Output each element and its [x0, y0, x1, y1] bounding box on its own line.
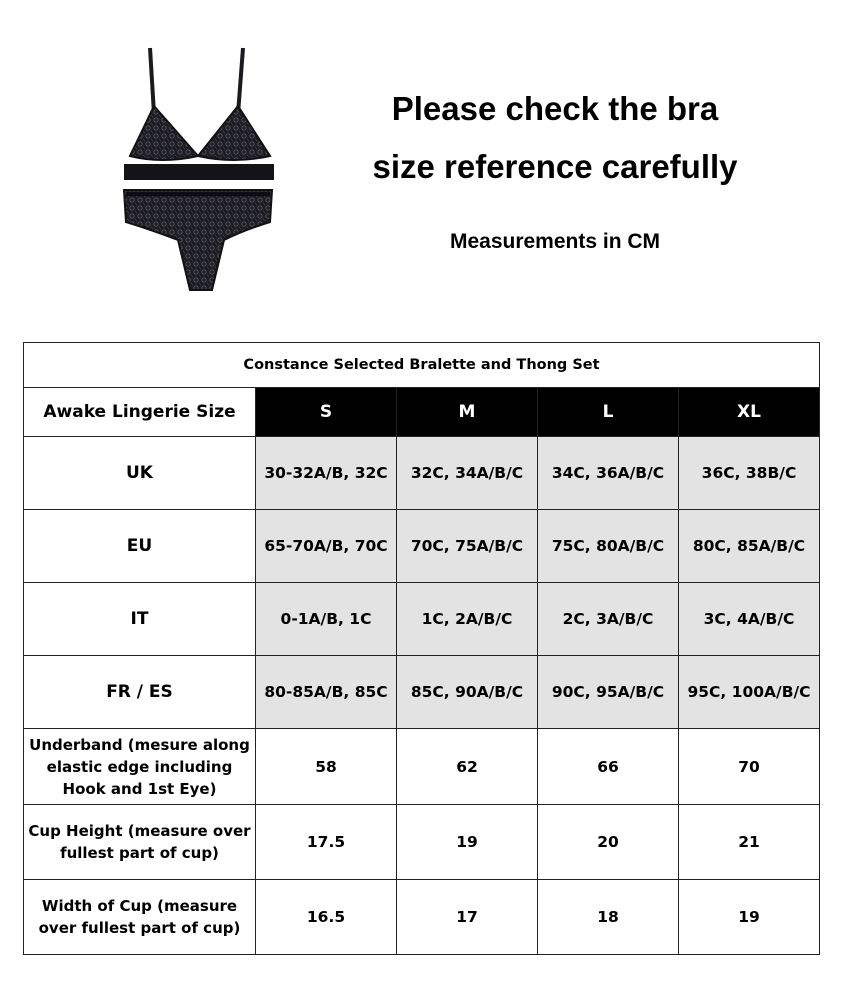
size-header-l: L — [538, 388, 679, 437]
table-cell: 95C, 100A/B/C — [679, 656, 820, 729]
table-cell: 19 — [679, 880, 820, 955]
row-label: Width of Cup (measure over fullest part of cup) — [24, 880, 256, 955]
size-header-m: M — [397, 388, 538, 437]
table-cell: 36C, 38B/C — [679, 437, 820, 510]
table-cell: 17 — [397, 880, 538, 955]
table-cell: 21 — [679, 805, 820, 880]
table-cell: 18 — [538, 880, 679, 955]
product-image — [112, 44, 282, 296]
table-row-cup-width — [24, 880, 820, 955]
table-cell: 17.5 — [256, 805, 397, 880]
table-cell: 85C, 90A/B/C — [397, 656, 538, 729]
size-chart-table — [23, 342, 820, 955]
table-cell: 32C, 34A/B/C — [397, 437, 538, 510]
table-cell: 34C, 36A/B/C — [538, 437, 679, 510]
table-cell: 20 — [538, 805, 679, 880]
table-cell: 30-32A/B, 32C — [256, 437, 397, 510]
size-header-s: S — [256, 388, 397, 437]
table-cell: 65-70A/B, 70C — [256, 510, 397, 583]
size-header-xl: XL — [679, 388, 820, 437]
headline-line-2: size reference carefully — [372, 148, 738, 185]
table-row-underband — [24, 729, 820, 805]
row-label: UK — [24, 437, 256, 510]
table-cell: 90C, 95A/B/C — [538, 656, 679, 729]
table-cell: 0-1A/B, 1C — [256, 583, 397, 656]
size-header-label: Awake Lingerie Size — [24, 388, 256, 437]
table-cell: 2C, 3A/B/C — [538, 583, 679, 656]
table-cell: 70C, 75A/B/C — [397, 510, 538, 583]
table-row-fr-es — [24, 656, 820, 729]
table-cell: 70 — [679, 729, 820, 805]
table-title: Constance Selected Bralette and Thong Set — [24, 343, 820, 388]
row-label: Underband (mesure along elastic edge including Hook and 1st Eye) — [24, 729, 256, 805]
table-cell: 58 — [256, 729, 397, 805]
table-cell: 3C, 4A/B/C — [679, 583, 820, 656]
table-row-eu — [24, 510, 820, 583]
table-cell: 66 — [538, 729, 679, 805]
row-label: FR / ES — [24, 656, 256, 729]
table-title-row — [24, 343, 820, 388]
table-cell: 80C, 85A/B/C — [679, 510, 820, 583]
row-label: EU — [24, 510, 256, 583]
table-cell: 75C, 80A/B/C — [538, 510, 679, 583]
units-note: Measurements in CM — [449, 230, 661, 253]
table-cell: 62 — [397, 729, 538, 805]
table-row-uk — [24, 437, 820, 510]
table-cell: 80-85A/B, 85C — [256, 656, 397, 729]
table-row-cup-height — [24, 805, 820, 880]
table-cell: 16.5 — [256, 880, 397, 955]
table-header-row — [24, 388, 820, 437]
headline-line-1: Please check the bra — [391, 90, 719, 127]
table-row-it — [24, 583, 820, 656]
row-label: Cup Height (measure over fullest part of cup) — [24, 805, 256, 880]
table-cell: 1C, 2A/B/C — [397, 583, 538, 656]
row-label: IT — [24, 583, 256, 656]
table-cell: 19 — [397, 805, 538, 880]
